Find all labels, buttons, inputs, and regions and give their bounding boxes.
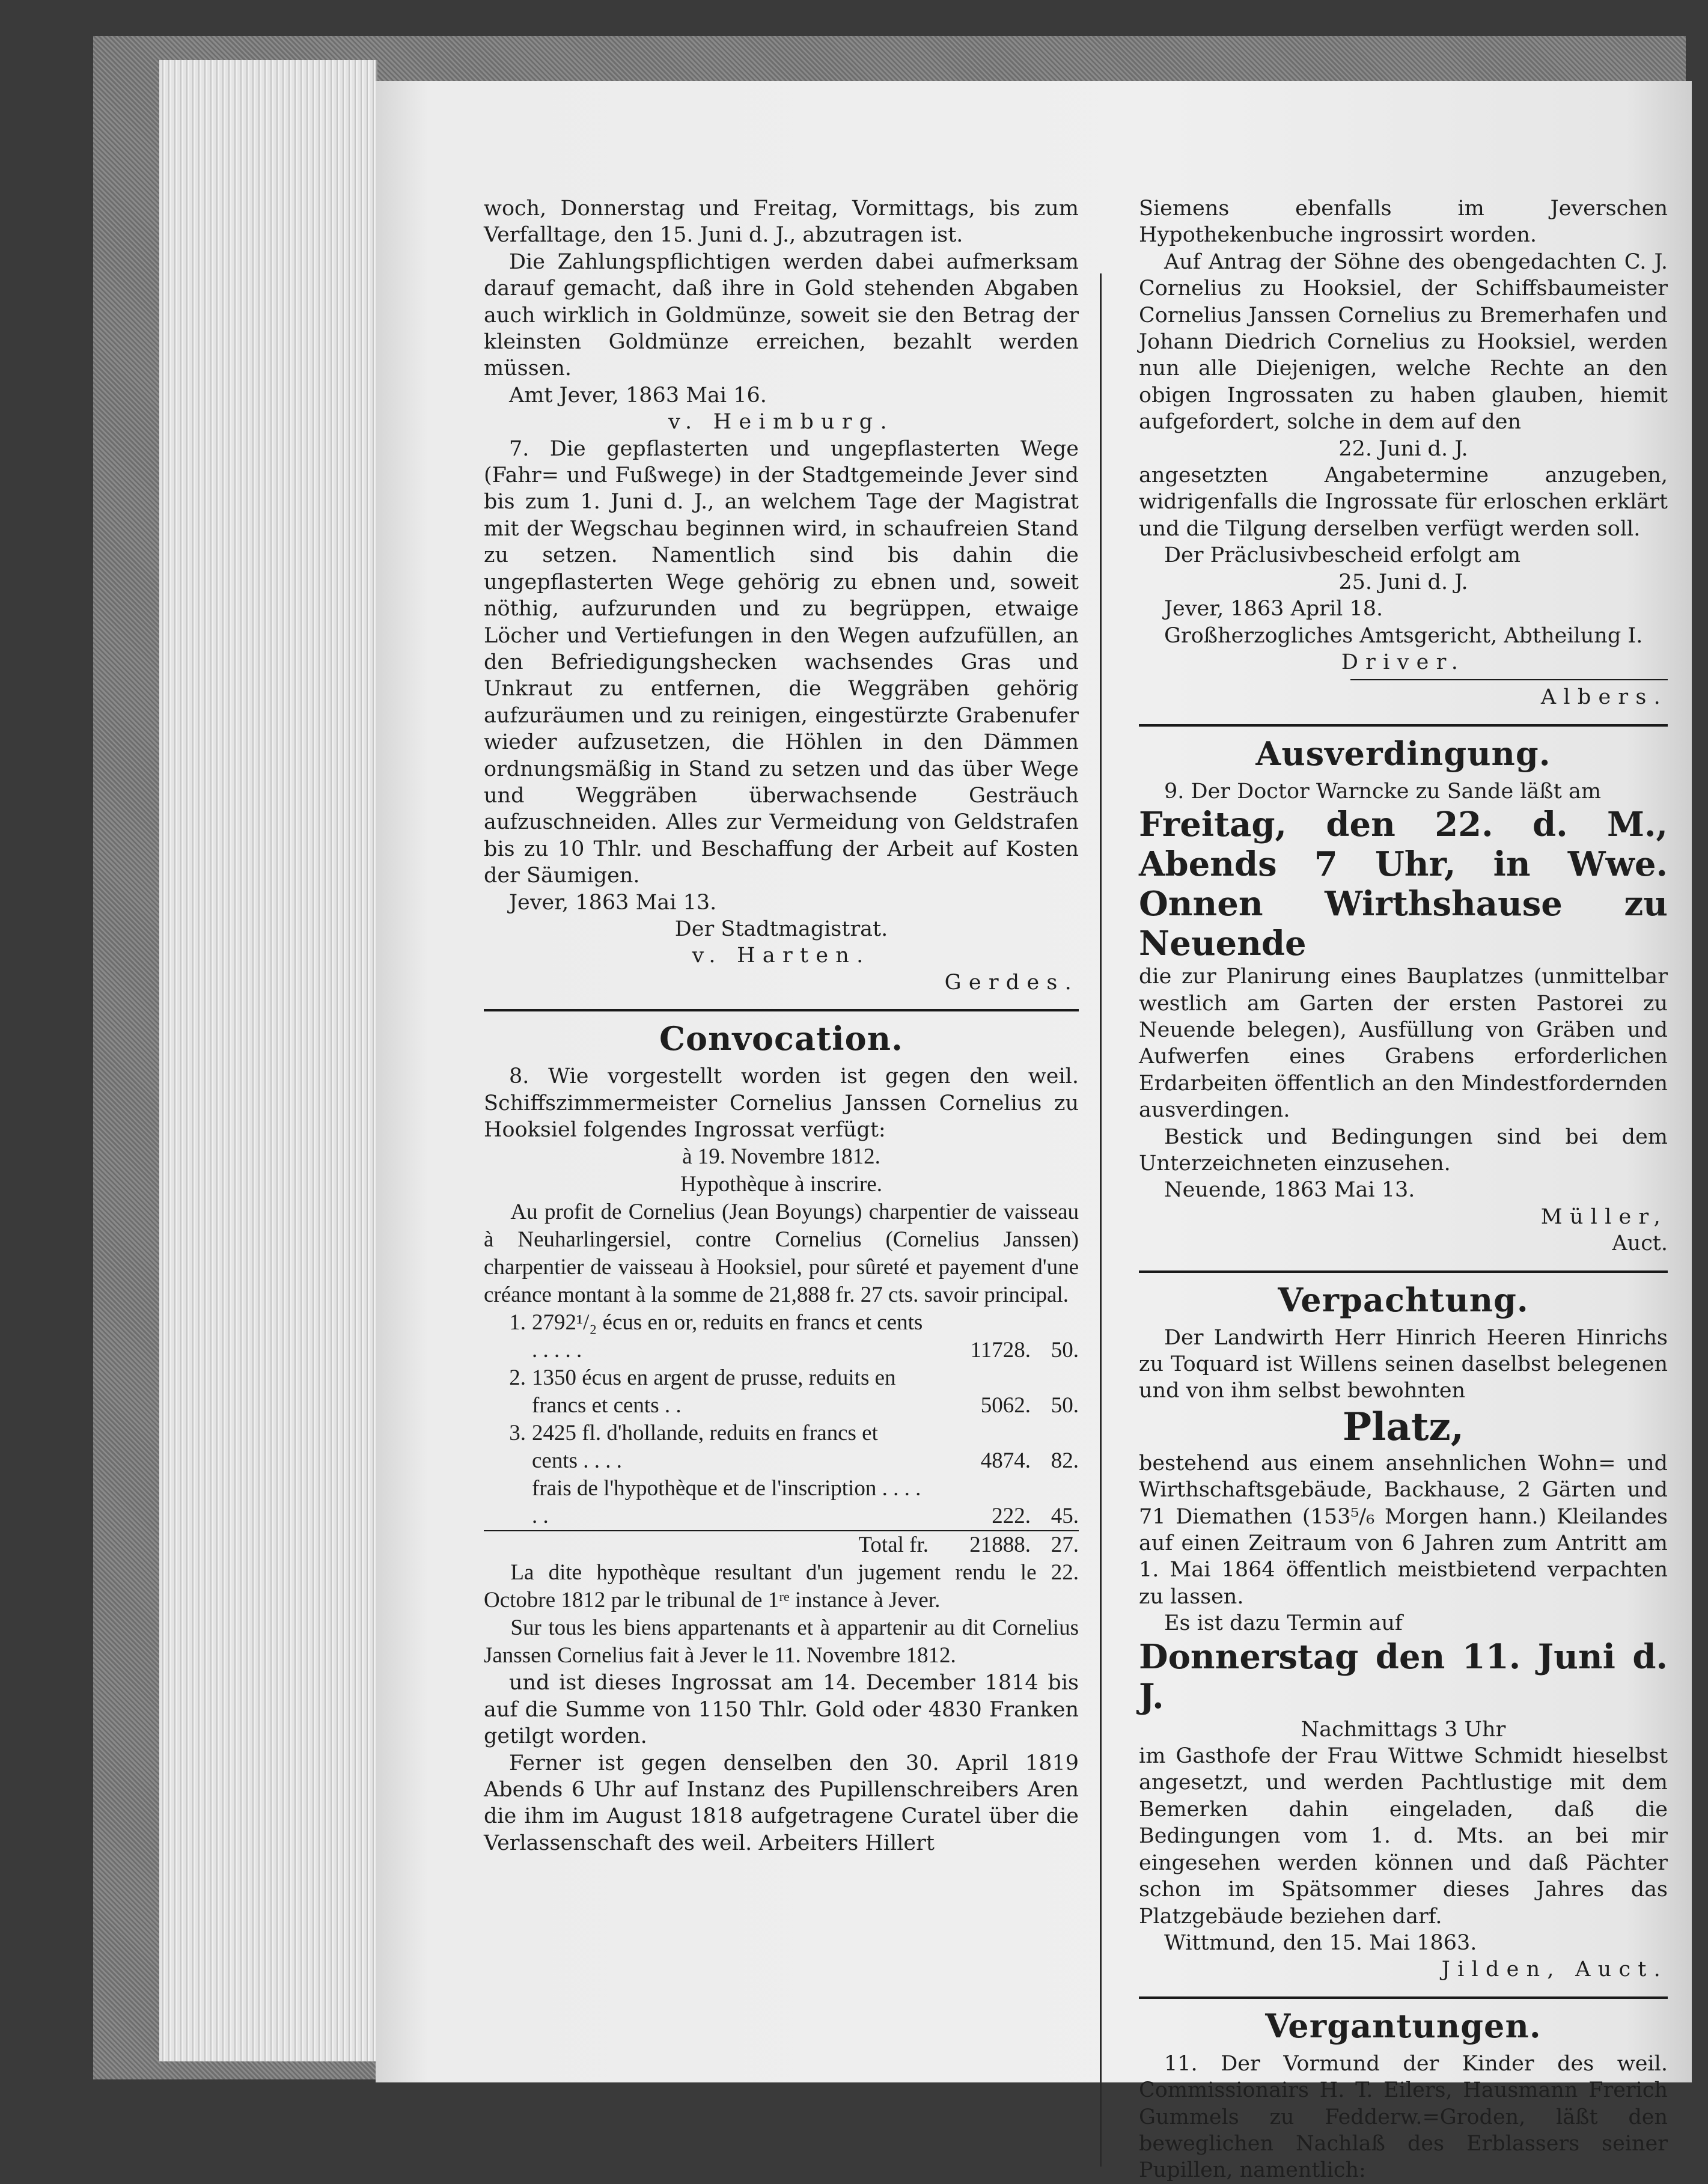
- notice-10-headline: Donnerstag den 11. Juni d. J.: [1139, 1636, 1668, 1716]
- notice-9-title: Auct.: [1612, 1231, 1668, 1256]
- notice-8-date: à 19. Novembre 1812.: [682, 1144, 880, 1170]
- newspaper-page: [376, 81, 1692, 2183]
- section-rule: [1139, 1996, 1668, 1999]
- notice-11-text: 11. Der Vormund der Kinder des weil. Commissionairs H. T. Eilers, Hausmann Frerich Gummels zu Fedderw.=Groden, läßt den beweglichen Nachlaß des Erblassers seiner Pupillen, namentlich:: [1139, 2051, 1668, 2183]
- notice-signature: Driver.: [1341, 650, 1466, 674]
- notice-9-text: die zur Planirung eines Bauplatzes (unmittelbar westlich am Garten der ersten Pastorei zu Neuende belegen), Ausfüllung von Gräben und Aufwerfen eines Grabens erforderlichen Erdarbeiten öffentlich an den Mindestfordernden ausverdingen.: [1139, 965, 1668, 1123]
- notice-text: Die Zahlungspflichtigen werden dabei aufmerksam darauf gemacht, daß ihre in Gold stehenden Abgaben auch wirklich in Goldmünze, soweit sie den Betrag der kleinsten Goldmünze erreichen, bezahlt werden müssen.: [484, 249, 1079, 381]
- column-divider: [1100, 273, 1102, 2167]
- notice-9-date: Neuende, 1863 Mai 13.: [1164, 1178, 1415, 1203]
- signature-rule: [1350, 679, 1668, 680]
- notice-9-intro: 9. Der Doctor Warncke zu Sande läßt am: [1164, 779, 1602, 804]
- notice-8-heading: Hypothèque à inscrire.: [680, 1172, 882, 1197]
- notice-8-french: Au profit de Cornelius (Jean Boyungs) charpentier de vaisseau à Neuharlingersiel, contre Cornelius (Cornelius Janssen) charpentier de vaisseau à Hooksiel, pour sûreté et payement d'une créance montant à la somme de 21,888 fr. 27 cts. savoir principal.: [484, 1200, 1079, 1308]
- notice-7-signature: v. Harten.: [692, 944, 871, 968]
- notice-text: Siemens ebenfalls im Jeverschen Hypothekenbuche ingrossirt worden.: [1139, 197, 1668, 248]
- heading-convocation: Convocation.: [659, 1019, 903, 1058]
- notice-text: Der Präclusivbescheid erfolgt am: [1164, 543, 1521, 568]
- table-total-row: Total fr. 21888. 27.: [484, 1531, 1079, 1559]
- notice-8-french: Sur tous les biens appartenants et à appartenir au dit Cornelius Janssen Cornelius fait à Jever le 11. Novembre 1812.: [484, 1615, 1079, 1668]
- notice-10-signature: Jilden, Auct.: [1441, 1957, 1668, 1982]
- right-column: [1139, 195, 1668, 2184]
- heading-verpachtung: Verpachtung.: [1278, 1280, 1529, 1319]
- notice-date: 25. Juni d. J.: [1338, 570, 1468, 594]
- notice-10-date: Wittmund, den 15. Mai 1863.: [1164, 1930, 1477, 1955]
- notice-signature: v. Heimburg.: [668, 410, 894, 435]
- notice-8-text: Ferner ist gegen denselben den 30. April 1819 Abends 6 Uhr auf Instanz des Pupillenschreibers Aren die ihm im August 1818 aufgetragene Curatel über die Verlassenschaft des weil. Arbeiters Hillert: [484, 1751, 1079, 1855]
- notice-9-headline: Freitag, den 22. d. M., Abends 7 Uhr, in Wwe. Onnen Wirthshause zu Neuende: [1139, 805, 1668, 964]
- page-edges: [159, 60, 377, 2061]
- notice-text: angesetzten Angabetermine anzugeben, widrigenfalls die Ingrossate für erloschen erklärt und die Tilgung derselben verfügt werden soll.: [1139, 463, 1668, 541]
- heading-ausverdingung: Ausverdingung.: [1255, 734, 1551, 773]
- notice-court: Großherzogliches Amtsgericht, Abtheilung I.: [1164, 623, 1643, 648]
- section-rule: [1139, 724, 1668, 727]
- notice-text: Auf Antrag der Söhne des obengedachten C. J. Cornelius zu Hooksiel, der Schiffsbaumeister Cornelius Janssen Cornelius zu Bremerhafen und Johann Diedrich Cornelius zu Hooksiel, werden nun alle Diejenigen, welche Rechte an den obigen Ingrossaten zu haben glauben, hiemit aufgefordert, solche in dem auf den: [1139, 249, 1668, 435]
- notice-8-text: 8. Wie vorgestellt worden ist gegen den weil. Schiffszimmermeister Cornelius Janssen Cornelius zu Hooksiel folgendes Ingrossat verfügt:: [484, 1064, 1079, 1142]
- notice-8-french: La dite hypothèque resultant d'un jugement rendu le 22. Octobre 1812 par le tribunal de 1ʳᵉ instance à Jever.: [484, 1560, 1079, 1613]
- section-rule: [484, 1009, 1079, 1011]
- notice-7-date: Jever, 1863 Mai 13.: [509, 890, 717, 915]
- left-column: [484, 195, 1079, 1856]
- notice-10-time: Nachmittags 3 Uhr: [1301, 1717, 1506, 1742]
- notice-date: Amt Jever, 1863 Mai 16.: [509, 383, 767, 407]
- notice-7-text: 7. Die gepflasterten und ungepflasterten Wege (Fahr= und Fußwege) in der Stadtgemeinde Jever sind bis zum 1. Juni d. J., an welchem Tage der Magistrat mit der Wegschau beginnen wird, in schaufreien Stand zu setzen. Namentlich sind bis dahin die ungepflasterten Wege gehörig zu ebnen und, soweit nöthig, aufzurunden und zu begrüppen, etwaige Löcher und Vertiefungen in den Wegen aufzufüllen, an den Befriedigungshecken wachsendes Gras und Unkraut zu entfernen, die Weggräben gehörig aufzuräumen und zu reinigen, eingestürzte Grabenufer wieder aufzusetzen, die Höhlen in den Dämmen ordnungsmäßig in Stand zu setzen und das über Wege und Weggräben überwachsende Gesträuch aufzuschneiden. Alles zur Vermeidung von Geldstrafen bis zu 10 Thlr. und Beschaffung der Arbeit auf Kosten der Säumigen.: [484, 436, 1079, 888]
- notice-text: woch, Donnerstag und Freitag, Vormittags, bis zum Verfalltage, den 15. Juni d. J., abzutragen ist.: [484, 197, 1079, 248]
- table-row: 3. 2425 fl. d'hollande, reduits en francs et cents . . . . 4874. 82.: [509, 1421, 1079, 1474]
- notice-10-text: im Gasthofe der Frau Wittwe Schmidt hieselbst angesetzt, und werden Pachtlustige mit dem Bemerken dahin eingeladen, daß die Bedingungen vom 1. d. Mts. an bei mir eingesehen werden können und daß Pächter schon im Spätsommer dieses Jahres das Platzgebäude beziehen darf.: [1139, 1744, 1668, 1929]
- claims-table: [484, 1309, 1079, 1559]
- notice-date: Jever, 1863 April 18.: [1164, 597, 1383, 621]
- notice-10-term: Es ist dazu Termin auf: [1164, 1611, 1403, 1636]
- heading-vergantungen: Vergantungen.: [1265, 2006, 1542, 2045]
- notice-10-text: bestehend aus einem ansehnlichen Wohn= und Wirthschaftsgebäude, Backhause, 2 Gärten und 71 Diemathen (153⁵/₆ Morgen hann.) Kleilandes auf einen Zeitraum von 6 Jahren zum Antritt am 1. Mai 1864 öffentlich meistbietend verpachten zu lassen.: [1139, 1451, 1668, 1609]
- notice-7-signature: Gerdes.: [944, 970, 1079, 995]
- notice-10-platz: Platz,: [1342, 1404, 1465, 1450]
- notice-9-signature: Müller,: [1540, 1204, 1668, 1229]
- section-rule: [1139, 1270, 1668, 1273]
- table-row: 1. 2792¹/₂ écus en or, reduits en francs et cents . . . . . 11728. 50.: [509, 1310, 1079, 1363]
- notice-signature: Albers.: [1540, 685, 1668, 710]
- notice-10-intro: Der Landwirth Herr Hinrich Heeren Hinrichs zu Toquard ist Willens seinen daselbst belegenen und von ihm selbst bewohnten: [1139, 1325, 1668, 1403]
- table-row: 2. 1350 écus en argent de prusse, reduits en francs et cents . . 5062. 50.: [509, 1365, 1079, 1418]
- notice-7-authority: Der Stadtmagistrat.: [674, 917, 888, 941]
- notice-9-text: Bestick und Bedingungen sind bei dem Unterzeichneten einzusehen.: [1139, 1124, 1668, 1176]
- table-row: frais de l'hypothèque et de l'inscription . . . . . . 222. 45.: [532, 1476, 1079, 1529]
- notice-8-text: und ist dieses Ingrossat am 14. December 1814 bis auf die Summe von 1150 Thlr. Gold oder 4830 Franken getilgt worden.: [484, 1671, 1079, 1749]
- notice-date: 22. Juni d. J.: [1338, 436, 1468, 461]
